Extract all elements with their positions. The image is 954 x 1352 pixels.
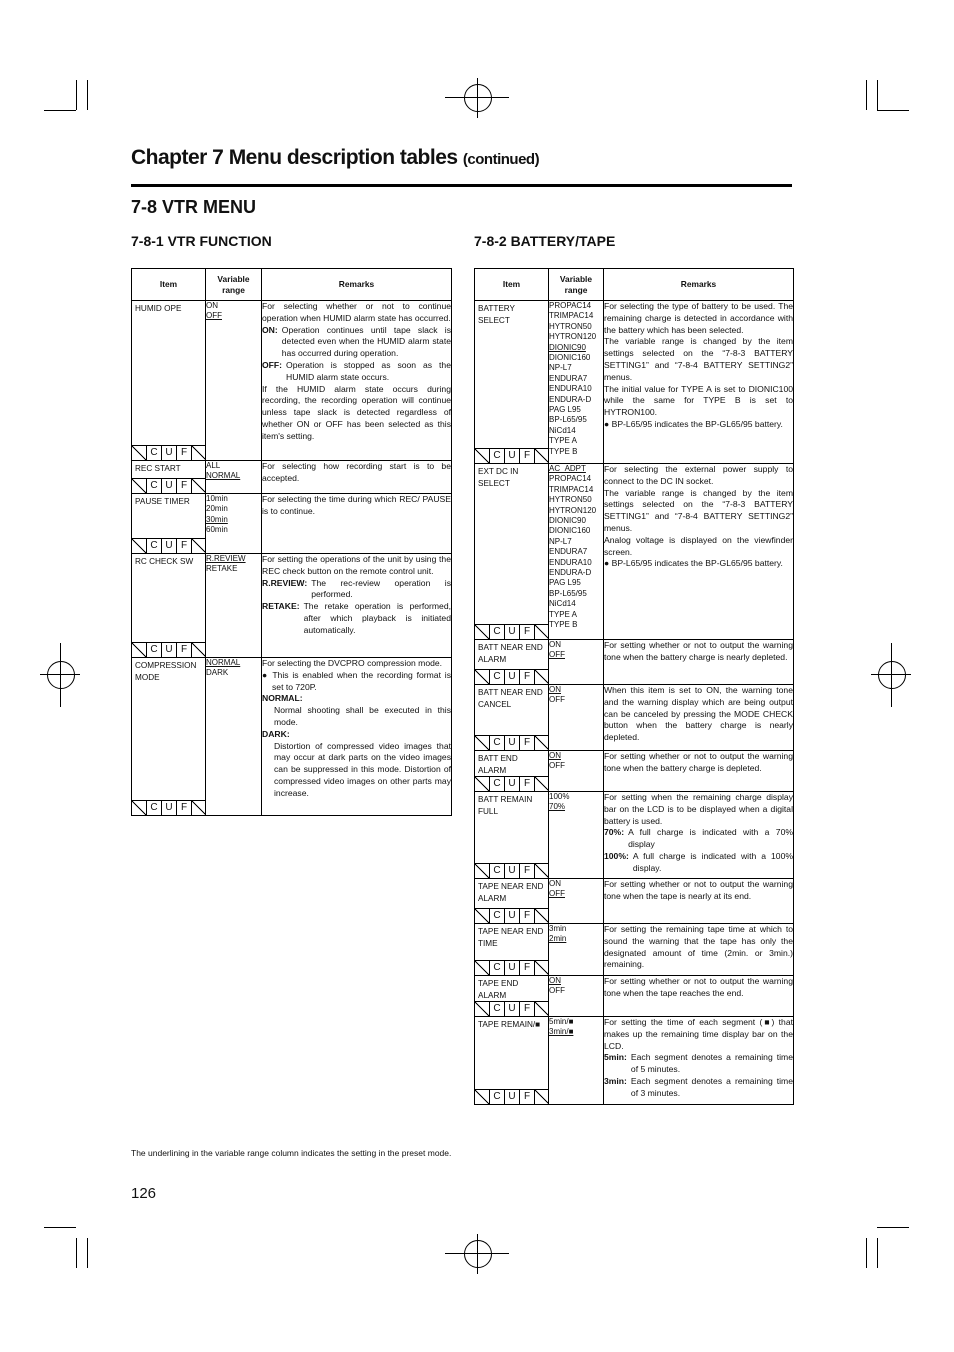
- remarks-text: For selecting the external power supply to connect to the DC IN socket.: [604, 464, 793, 486]
- remarks-bullet: ● BP-L65/95 indicates the BP-GL65/95 battery.: [604, 418, 783, 429]
- remarks-text: The rec-review operation is performed.: [311, 577, 451, 600]
- remarks-text: The variable range is changed by the item settings selected on the “7-8-3 BATTERY SETTING1” and “7-8-4 BATTERY SETTING2” menus.: [604, 336, 793, 382]
- range-value-default: 3min/■: [549, 1027, 574, 1037]
- range-value-default: OFF: [549, 889, 565, 899]
- vtr-function-table: [131, 268, 452, 816]
- remarks-label: RETAKE:: [262, 601, 300, 612]
- item-name: TAPE END ALARM: [478, 979, 519, 1000]
- remarks-text: For selecting the time during which REC/ PAUSE is to continue.: [262, 494, 451, 516]
- range-value-default: R.REVIEW: [206, 554, 246, 563]
- remarks-text: For setting whether or not to output the warning tone when the tape is nearly at its end.: [604, 879, 793, 901]
- cuf-indicator: C U F: [475, 776, 549, 791]
- item-name: TAPE REMAIN/■: [478, 1020, 541, 1029]
- range-value-default: 30min: [206, 514, 228, 524]
- left-subsection-title: 7-8-1 VTR FUNCTION: [131, 233, 272, 249]
- item-name: TAPE NEAR END TIME: [478, 927, 544, 948]
- remarks-text: Normal shooting shall be executed in this mode.: [274, 705, 451, 727]
- remarks-text: For setting the remaining tape time at which to sound the warning that the tape has only the designated amount of time (2min. or 3min.) remaining.: [604, 924, 793, 970]
- remarks-text: For selecting the type of battery to be used. The remaining charge is detected in accordance with the battery which has been selected.: [604, 301, 793, 335]
- range-value-default: ON: [549, 976, 561, 985]
- col-header-remarks: Remarks: [604, 269, 794, 301]
- chapter-title: [131, 146, 539, 170]
- item-name: COMPRESSION MODE: [135, 661, 197, 682]
- col-header-item: Item: [475, 269, 549, 301]
- item-name: HUMID OPE: [135, 304, 182, 313]
- range-value-default: NORMAL: [206, 658, 241, 667]
- range-value-default: NORMAL: [206, 471, 241, 481]
- remarks-text: For setting whether or not to output the warning tone when the battery charge is depleted.: [604, 751, 793, 773]
- cuf-indicator: C U F: [475, 624, 549, 639]
- remarks-text: If the HUMID alarm state occurs during recording, the recording operation will continue unless tape slack is detected regardless of whether ON or OFF has been selected as this item's setting.: [262, 383, 451, 441]
- table-row: [132, 494, 452, 554]
- remarks-text: The initial value for TYPE A is set to DIONIC100 while the same for TYPE B is set to HYTRON100.: [604, 383, 793, 418]
- cuf-indicator: C U F: [475, 863, 549, 878]
- range-value: ALL: [206, 461, 221, 470]
- remarks-text: For setting whether or not to output the warning tone when the battery charge is nearly depleted.: [604, 640, 793, 662]
- cuf-indicator: C U F: [132, 800, 206, 815]
- remarks-text: A full charge is indicated with a 70% display: [628, 827, 793, 850]
- remarks-label: 100%:: [604, 850, 629, 861]
- range-value: OFF: [549, 761, 565, 771]
- cuf-indicator: C U F: [132, 642, 206, 657]
- table-row: [475, 751, 794, 792]
- item-name: BATT NEAR END ALARM: [478, 643, 543, 664]
- title-rule: [131, 184, 792, 187]
- cuf-indicator: C U F: [132, 478, 206, 493]
- range-value-default: OFF: [206, 311, 222, 321]
- range-value-default: 70%: [549, 802, 566, 812]
- range-value: 5min/■: [549, 1017, 574, 1026]
- remarks-label: NORMAL:: [262, 693, 303, 704]
- remarks-text: Operation continues until tape slack is detected even when the HUMID alarm state has occurred during operation.: [281, 324, 451, 359]
- remarks-text: For selecting how recording start is to be accepted.: [262, 461, 451, 483]
- remarks-label: OFF:: [262, 359, 283, 370]
- table-row: [475, 879, 794, 924]
- item-name: BATTERY SELECT: [478, 304, 515, 325]
- remarks-text: For selecting the DVCPRO compression mode.: [262, 658, 443, 668]
- cuf-indicator: C U F: [132, 445, 206, 460]
- item-name: EXT DC IN SELECT: [478, 467, 519, 488]
- item-name: BATT REMAIN FULL: [478, 795, 533, 816]
- remarks-text: For setting the time of each segment (■) that makes up the remaining time display bar on the LCD.: [604, 1017, 793, 1051]
- remarks-label: 3min:: [604, 1075, 627, 1086]
- range-value: 100%: [549, 792, 570, 801]
- range-value: OFF: [549, 695, 565, 705]
- item-name: BATT END ALARM: [478, 754, 518, 775]
- range-value-default: 2min: [549, 934, 567, 944]
- cuf-indicator: C U F: [475, 735, 549, 750]
- remarks-label: DARK:: [262, 728, 290, 739]
- range-value: 20min: [206, 504, 228, 514]
- cuf-indicator: C U F: [475, 960, 549, 975]
- item-name: TAPE NEAR END ALARM: [478, 882, 544, 903]
- cuf-indicator: C U F: [132, 538, 206, 553]
- table-row: [475, 1017, 794, 1105]
- remarks-text: For setting when the remaining charge display bar on the LCD is to be displayed when a digital battery is used.: [604, 792, 793, 826]
- range-value: RETAKE: [206, 564, 238, 574]
- range-value-default: ON: [549, 685, 561, 694]
- remarks-text: Each segment denotes a remaining time of 3 minutes.: [630, 1075, 793, 1098]
- range-value: ON: [206, 301, 218, 310]
- cuf-indicator: C U F: [475, 448, 549, 463]
- table-row: [132, 461, 452, 494]
- col-header-remarks: Remarks: [262, 269, 452, 301]
- range-value-default: ON: [549, 751, 561, 760]
- right-subsection-title: 7-8-2 BATTERY/TAPE: [474, 233, 616, 249]
- cuf-indicator: C U F: [475, 1089, 549, 1104]
- col-header-range: Variable range: [206, 269, 262, 301]
- table-row: [132, 658, 452, 816]
- remarks-label: R.REVIEW:: [262, 577, 308, 588]
- range-value-default: OFF: [549, 650, 565, 660]
- table-row: [475, 976, 794, 1017]
- table-row: [132, 301, 452, 461]
- section-title: 7-8 VTR MENU: [131, 197, 257, 217]
- remarks-text: The retake operation is performed, after which playback is initiated automatically.: [303, 601, 451, 635]
- item-name: REC START: [135, 464, 181, 473]
- continued-label: (continued): [462, 151, 540, 168]
- range-value: OFF: [549, 986, 565, 996]
- remarks-label: 70%:: [604, 827, 625, 838]
- cuf-indicator: C U F: [475, 669, 549, 684]
- table-row: [475, 685, 794, 751]
- page-number: 126: [131, 1185, 157, 1202]
- range-value: 60min: [206, 525, 228, 535]
- range-value: 10min: [206, 494, 228, 503]
- remarks-text: When this item is set to ON, the warning tone and the warning display which are being output can be canceled by pressing the MODE CHECK button when the battery charge is nearly depleted.: [604, 685, 793, 743]
- remarks-text: Operation is stopped as soon as the HUMID alarm state occurs.: [286, 359, 451, 382]
- remarks-text: For selecting whether or not to continue operation when HUMID alarm state has occurred.: [262, 301, 451, 323]
- table-row: [475, 464, 794, 640]
- range-value: ON: [549, 640, 561, 649]
- range-list: PROPAC14 TRIMPAC14 HYTRON50 HYTRON120 DIONIC90 DIONIC160 NP-L7 ENDURA7 ENDURA10 ENDURA-D PAG L95 BP-L65/95 NiCd14 TYPE A TYPE B: [549, 301, 604, 464]
- battery-tape-table: [474, 268, 794, 1105]
- table-row: [475, 640, 794, 685]
- remarks-text: The variable range is changed by the item settings selected on the “7-8-3 BATTERY SETTING1” and “7-8-4 BATTERY SETTING2” menus.: [604, 487, 793, 533]
- remarks-label: 5min:: [604, 1052, 627, 1063]
- table-row: [475, 924, 794, 976]
- remarks-text: For setting the operations of the unit by using the REC check button on the remote control unit.: [262, 554, 451, 576]
- range-list: AC_ADPT PROPAC14 TRIMPAC14 HYTRON50 HYTRON120 DIONIC90 DIONIC160 NP-L7 ENDURA7 ENDURA10 ENDURA-D PAG L95 BP-L65/95 NiCd14 TYPE A TYPE B: [549, 464, 604, 640]
- item-name: RC CHECK SW: [135, 557, 194, 566]
- remarks-label: ON:: [262, 324, 278, 335]
- remarks-text: A full charge is indicated with a 100% display.: [632, 850, 793, 873]
- cuf-indicator: C U F: [475, 1001, 549, 1016]
- remarks-bullet: ● BP-L65/95 indicates the BP-GL65/95 battery.: [604, 558, 783, 569]
- cuf-indicator: C U F: [475, 908, 549, 923]
- remarks-text: Distortion of compressed video images that may occur at dark parts on the video images can be suppressed in this mode. Distortion of compressed video images on other parts may increase.: [274, 740, 451, 798]
- remarks-text: For setting whether or not to output the warning tone when the tape reaches the end.: [604, 976, 793, 998]
- table-row: [475, 792, 794, 879]
- table-row: [475, 301, 794, 464]
- remarks-bullet: ● This is enabled when the recording format is set to 720P.: [262, 669, 451, 692]
- item-name: PAUSE TIMER: [135, 497, 190, 506]
- col-header-item: Item: [132, 269, 206, 301]
- item-name: BATT NEAR END CANCEL: [478, 688, 543, 709]
- table-row: [132, 554, 452, 658]
- col-header-range: Variable range: [549, 269, 604, 301]
- chapter-title-text: Chapter 7 Menu description tables: [131, 146, 458, 169]
- footnote: The underlining in the variable range column indicates the setting in the preset mode.: [131, 1148, 452, 1158]
- range-value: ON: [549, 879, 561, 888]
- remarks-text: Analog voltage is displayed on the viewfinder screen.: [604, 534, 793, 557]
- remarks-text: Each segment denotes a remaining time of 5 minutes.: [630, 1052, 793, 1075]
- range-value: 3min: [549, 924, 567, 933]
- range-value: DARK: [206, 668, 229, 678]
